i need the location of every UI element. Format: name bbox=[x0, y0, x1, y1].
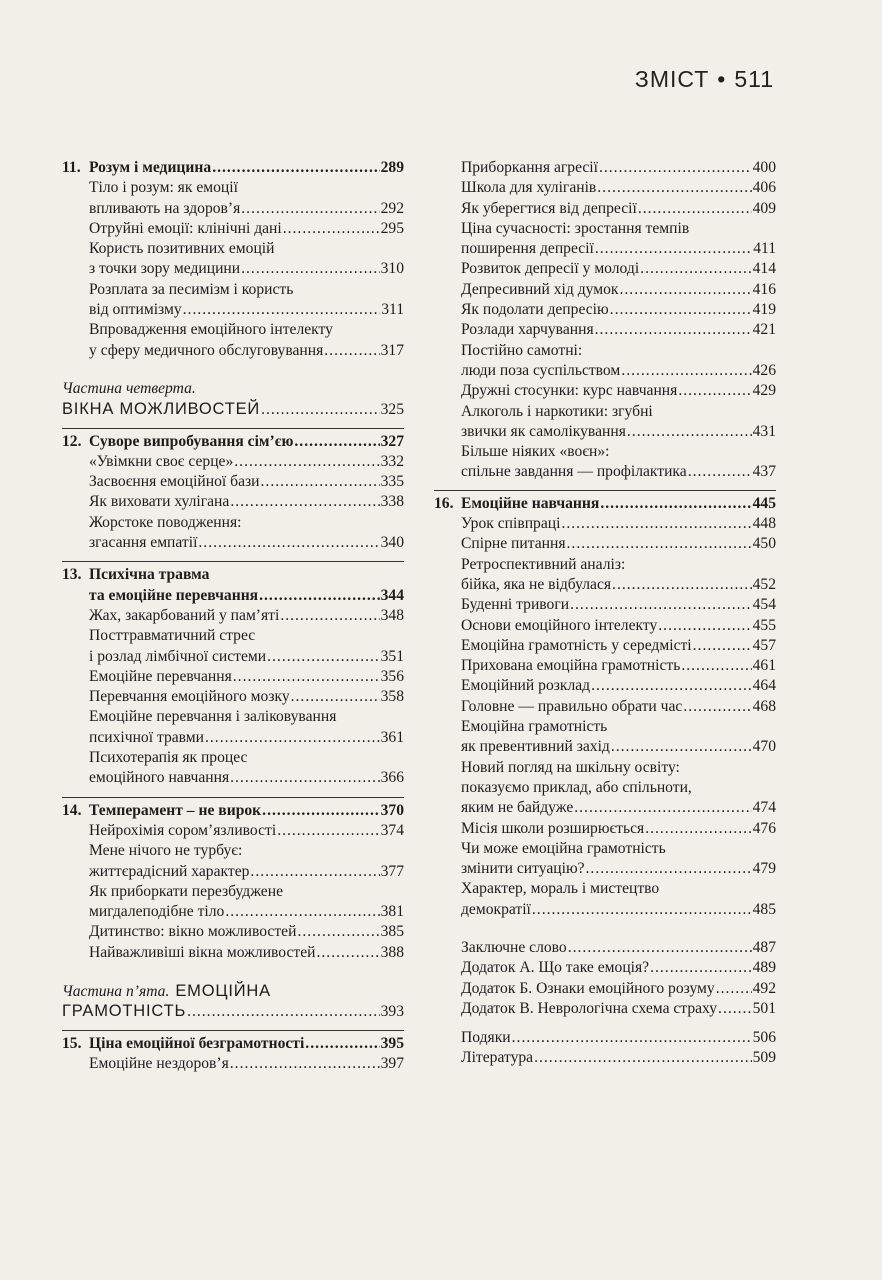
page-number: 348 bbox=[380, 606, 404, 624]
entry-title: Місія школи розширюється bbox=[461, 819, 645, 837]
entry-title: Спірне питання bbox=[461, 535, 566, 553]
dot-leader bbox=[233, 667, 380, 687]
toc-entry[interactable] bbox=[461, 422, 776, 442]
toc-entry[interactable] bbox=[461, 259, 776, 279]
page-number: 426 bbox=[752, 361, 776, 379]
dot-leader bbox=[638, 199, 752, 219]
page-number: 411 bbox=[753, 240, 776, 258]
entry-title: «Увімкни своє серце» bbox=[89, 452, 234, 470]
toc-entry[interactable] bbox=[62, 300, 404, 320]
dot-leader bbox=[600, 494, 751, 514]
page-number: 429 bbox=[752, 382, 776, 400]
toc-entry[interactable]: Посттравматичний стрес bbox=[89, 627, 256, 645]
chapter-number: 16. bbox=[434, 494, 454, 512]
page-number: 292 bbox=[380, 199, 404, 217]
entry-title: Додаток А. Що таке емоція? bbox=[461, 959, 650, 977]
dot-leader bbox=[683, 697, 751, 717]
dot-leader bbox=[291, 687, 380, 707]
entry-title: Буденні тривоги bbox=[461, 596, 570, 614]
toc-entry[interactable] bbox=[62, 341, 404, 361]
dot-leader bbox=[567, 534, 752, 554]
toc-entry[interactable] bbox=[461, 158, 776, 178]
page-number: 332 bbox=[380, 452, 404, 470]
chapter-number: 12. bbox=[62, 432, 82, 450]
page-number: 421 bbox=[752, 321, 776, 339]
entry-title: Приборкання агресії bbox=[461, 159, 598, 176]
entry-title: Урок співпраці bbox=[461, 515, 561, 533]
dot-leader bbox=[280, 606, 379, 626]
entry-title: Емоційна грамотність у середмісті bbox=[461, 636, 692, 654]
entry-title: Нейрохімія сором’язливості bbox=[89, 821, 277, 839]
toc-entry[interactable] bbox=[62, 667, 404, 687]
toc-entry[interactable] bbox=[461, 239, 776, 259]
toc-entry[interactable] bbox=[62, 902, 404, 922]
dot-leader bbox=[259, 586, 379, 606]
toc-entry-closing-word[interactable] bbox=[461, 938, 776, 958]
page-number: 358 bbox=[380, 688, 404, 706]
toc-entry[interactable]: Мене нічого не турбує: bbox=[89, 842, 243, 860]
chapter-title: Ціна емоційної безграмотності bbox=[89, 1034, 305, 1052]
page-number: 468 bbox=[752, 697, 776, 715]
page-number: 317 bbox=[380, 341, 404, 359]
entry-title: Як виховати хулігана bbox=[89, 493, 230, 511]
dot-leader bbox=[568, 938, 752, 958]
toc-entry[interactable] bbox=[461, 514, 776, 534]
dot-leader bbox=[574, 798, 751, 818]
page-number: 489 bbox=[752, 959, 776, 977]
toc-entry[interactable] bbox=[62, 922, 404, 942]
chapter-number: 14. bbox=[62, 801, 82, 819]
dot-leader bbox=[262, 801, 379, 821]
toc-chapter-12[interactable] bbox=[62, 432, 404, 452]
page-number: 492 bbox=[752, 979, 776, 997]
entry-title: Найважливіші вікна можливостей bbox=[89, 943, 316, 961]
entry-title: Розлади харчування bbox=[461, 321, 594, 339]
page-number: 374 bbox=[380, 821, 404, 839]
entry-title: у сферу медичного обслуговування bbox=[89, 341, 324, 359]
toc-entry[interactable] bbox=[461, 462, 776, 482]
page-number: 381 bbox=[380, 903, 404, 921]
toc-entry[interactable] bbox=[62, 862, 404, 882]
toc-entry[interactable] bbox=[461, 381, 776, 401]
page-number: 311 bbox=[381, 301, 404, 319]
toc-right-column bbox=[434, 158, 776, 1069]
page-number: 400 bbox=[752, 159, 776, 176]
toc-entry[interactable] bbox=[461, 575, 776, 595]
dot-leader bbox=[612, 575, 752, 595]
toc-entry[interactable] bbox=[62, 647, 404, 667]
toc-entry[interactable] bbox=[461, 595, 776, 615]
dot-leader bbox=[627, 422, 752, 442]
dot-leader bbox=[610, 300, 752, 320]
entry-title: поширення депресії bbox=[461, 240, 594, 258]
toc-entry[interactable] bbox=[62, 533, 404, 553]
page-number: 377 bbox=[380, 862, 404, 880]
page-number: 344 bbox=[380, 586, 404, 604]
entry-title: Емоційне перевчання bbox=[89, 667, 232, 685]
chapter-title: Психічна травма bbox=[89, 566, 210, 584]
page-number: 338 bbox=[380, 493, 404, 511]
dot-leader bbox=[599, 158, 752, 178]
entry-title: спільне завдання — профілактика bbox=[461, 463, 687, 481]
page-number: 414 bbox=[752, 260, 776, 278]
dot-leader bbox=[718, 999, 752, 1019]
toc-entry[interactable]: Постійно самотні: bbox=[461, 341, 583, 359]
dot-leader bbox=[230, 768, 379, 788]
entry-title: психічної травми bbox=[89, 728, 204, 746]
dot-leader bbox=[586, 859, 752, 879]
entry-title: з точки зору медицини bbox=[89, 260, 241, 278]
toc-entry[interactable] bbox=[461, 300, 776, 320]
dot-leader bbox=[261, 400, 380, 419]
dot-leader bbox=[277, 821, 379, 841]
chapter-title: Розум і медицина bbox=[89, 159, 212, 176]
toc-entry[interactable] bbox=[461, 534, 776, 554]
chapter-title: та емоційне перевчання bbox=[89, 586, 259, 604]
toc-entry[interactable]: Алкоголь і наркотики: згубні bbox=[461, 402, 653, 420]
dot-leader bbox=[595, 239, 752, 259]
chapter-title: Суворе випробування сім’єю bbox=[89, 432, 294, 450]
chapter-title: Емоційне навчання bbox=[461, 494, 600, 512]
entry-title: демократії bbox=[461, 900, 531, 918]
dot-leader bbox=[716, 979, 752, 999]
dot-leader bbox=[198, 533, 379, 553]
dot-leader bbox=[681, 656, 751, 676]
page-number: 351 bbox=[380, 647, 404, 665]
page-number: 395 bbox=[380, 1034, 404, 1052]
page-number: 295 bbox=[380, 219, 404, 237]
page-number: 461 bbox=[752, 657, 776, 675]
dot-leader bbox=[591, 676, 751, 696]
page-number: 388 bbox=[380, 943, 404, 961]
toc-entry-appendix-c[interactable] bbox=[461, 999, 776, 1019]
page-number: 419 bbox=[752, 301, 776, 319]
toc-part-5[interactable] bbox=[62, 1001, 404, 1021]
page-number: 501 bbox=[752, 999, 776, 1017]
toc-entry[interactable] bbox=[461, 676, 776, 696]
part-title: ГРАМОТНІСТЬ bbox=[62, 1002, 187, 1021]
toc-chapter-11[interactable] bbox=[62, 158, 404, 178]
entry-title: і розлад лімбічної системи bbox=[89, 647, 267, 665]
toc-entry[interactable] bbox=[62, 452, 404, 472]
part-title: ЕМОЦІЙНА bbox=[175, 981, 271, 1000]
chapter-title: Темперамент – не вирок bbox=[89, 801, 262, 819]
running-head-section: ЗМІСТ bbox=[634, 66, 710, 92]
dot-leader bbox=[183, 300, 381, 320]
dot-leader bbox=[297, 922, 379, 942]
toc-entry[interactable] bbox=[62, 943, 404, 963]
dot-leader bbox=[230, 492, 379, 512]
dot-leader bbox=[283, 219, 380, 239]
page-number: 454 bbox=[752, 596, 776, 614]
entry-title: Школа для хуліганів bbox=[461, 179, 597, 197]
toc-entry[interactable]: Психотерапія як процес bbox=[89, 749, 248, 767]
chapter-number: 11. bbox=[62, 159, 81, 176]
dot-leader bbox=[241, 199, 379, 219]
page-number: 509 bbox=[752, 1049, 776, 1067]
entry-title: емоційного навчання bbox=[89, 769, 230, 787]
page-number: 325 bbox=[380, 401, 404, 419]
dot-leader bbox=[650, 958, 752, 978]
page-number: 455 bbox=[752, 616, 776, 634]
toc-chapter-14[interactable] bbox=[62, 801, 404, 821]
entry-title: Література bbox=[461, 1049, 534, 1067]
dot-leader bbox=[561, 514, 751, 534]
page-number: 448 bbox=[752, 515, 776, 533]
toc-entry[interactable]: Розплата за песимізм і користь bbox=[89, 280, 294, 298]
dot-leader bbox=[570, 595, 752, 615]
toc-chapter-13[interactable] bbox=[62, 565, 404, 585]
dot-leader bbox=[595, 320, 752, 340]
toc-entry[interactable] bbox=[62, 821, 404, 841]
entry-title: Подяки bbox=[461, 1029, 511, 1047]
toc-entry[interactable]: Ретроспективний аналіз: bbox=[461, 555, 626, 573]
toc-entry[interactable] bbox=[62, 492, 404, 512]
page-number: 327 bbox=[380, 432, 404, 450]
toc-entry[interactable] bbox=[461, 697, 776, 717]
entry-title: Заключне слово bbox=[461, 938, 567, 956]
toc-entry[interactable] bbox=[62, 768, 404, 788]
entry-title: Жах, закарбований у пам’яті bbox=[89, 606, 280, 624]
toc-entry[interactable] bbox=[62, 606, 404, 626]
entry-title: яким не байдуже bbox=[461, 799, 574, 817]
dot-leader bbox=[324, 341, 379, 361]
entry-title: Основи емоційного інтелекту bbox=[461, 616, 658, 634]
dot-leader bbox=[621, 361, 751, 381]
dot-leader bbox=[611, 737, 752, 757]
page-number: 340 bbox=[380, 534, 404, 552]
entry-title: бійка, яка не відбулася bbox=[461, 575, 612, 593]
toc-left-column bbox=[62, 158, 404, 1074]
entry-title: Головне — правильно обрати час bbox=[461, 697, 683, 715]
entry-title: Емоційне нездоров’я bbox=[89, 1054, 229, 1072]
entry-title: Засвоєння емоційної бази bbox=[89, 473, 260, 491]
entry-title: Прихована емоційна грамотність bbox=[461, 657, 681, 675]
toc-entry[interactable] bbox=[461, 819, 776, 839]
toc-entry[interactable] bbox=[461, 737, 776, 757]
page-number: 470 bbox=[752, 738, 776, 756]
entry-title: Отруйні емоції: клінічні дані bbox=[89, 219, 282, 237]
dot-leader bbox=[597, 178, 751, 198]
dot-leader bbox=[241, 259, 379, 279]
entry-title: Додаток В. Неврологічна схема страху bbox=[461, 999, 718, 1017]
toc-entry[interactable] bbox=[461, 361, 776, 381]
page-number: 289 bbox=[380, 159, 404, 176]
page-number: 487 bbox=[752, 938, 776, 956]
toc-entry[interactable]: Характер, мораль і мистецтво bbox=[461, 880, 660, 898]
entry-title: Дружні стосунки: курс навчання bbox=[461, 382, 678, 400]
page-number: 409 bbox=[752, 199, 776, 217]
page-number: 385 bbox=[380, 923, 404, 941]
dot-leader bbox=[205, 728, 380, 748]
page-number: 416 bbox=[752, 280, 776, 298]
page-number: 457 bbox=[752, 636, 776, 654]
dot-leader bbox=[532, 900, 752, 920]
page-number: 431 bbox=[752, 422, 776, 440]
toc-entry[interactable]: Більше ніяких «воєн»: bbox=[461, 443, 610, 461]
toc-entry[interactable] bbox=[461, 900, 776, 920]
page-number: 397 bbox=[380, 1054, 404, 1072]
page-number: 445 bbox=[752, 494, 776, 512]
dot-leader bbox=[225, 902, 379, 922]
dot-leader bbox=[620, 280, 752, 300]
entry-title: Додаток Б. Ознаки емоційного розуму bbox=[461, 979, 715, 997]
page-number: 450 bbox=[752, 535, 776, 553]
toc-entry[interactable]: Емоційне перевчання і заліковування bbox=[89, 708, 337, 726]
dot-leader bbox=[234, 452, 379, 472]
toc-entry-literature[interactable] bbox=[461, 1048, 776, 1068]
toc-entry[interactable] bbox=[62, 728, 404, 748]
entry-title: від оптимізму bbox=[89, 301, 182, 319]
page-number: 479 bbox=[752, 860, 776, 878]
entry-title: згасання емпатії bbox=[89, 534, 198, 552]
dot-leader bbox=[688, 462, 752, 482]
entry-title: Емоційний розклад bbox=[461, 677, 591, 695]
dot-leader bbox=[317, 943, 380, 963]
toc-entry[interactable] bbox=[461, 859, 776, 879]
entry-title: як превентивний захід bbox=[461, 738, 610, 756]
toc-entry[interactable]: Як приборкати перезбуджене bbox=[89, 882, 283, 900]
entry-title: Перевчання емоційного мозку bbox=[89, 688, 290, 706]
page-number: 370 bbox=[380, 801, 404, 819]
dot-leader bbox=[658, 616, 751, 636]
running-head-separator: • bbox=[717, 66, 727, 92]
toc-entry[interactable]: показуємо приклад, або спільноти, bbox=[461, 778, 692, 796]
entry-title: звички як самолікування bbox=[461, 422, 626, 440]
chapter-number: 15. bbox=[62, 1034, 82, 1052]
toc-entry-acknowledgements[interactable] bbox=[461, 1028, 776, 1048]
toc-entry[interactable] bbox=[461, 636, 776, 656]
toc-entry[interactable]: Впровадження емоційного інтелекту bbox=[89, 321, 333, 339]
page-number: 356 bbox=[380, 667, 404, 685]
dot-leader bbox=[645, 819, 751, 839]
dot-leader bbox=[250, 862, 379, 882]
toc-entry[interactable]: Жорстоке поводження: bbox=[89, 513, 242, 531]
toc-part-5-label[interactable] bbox=[62, 981, 404, 1001]
toc-entry[interactable] bbox=[62, 259, 404, 279]
chapter-number: 13. bbox=[62, 566, 82, 584]
toc-entry[interactable] bbox=[62, 199, 404, 219]
running-head bbox=[635, 66, 774, 93]
dot-leader bbox=[294, 432, 379, 452]
page-number: 361 bbox=[380, 728, 404, 746]
page-number: 464 bbox=[752, 677, 776, 695]
dot-leader bbox=[212, 158, 379, 178]
toc-entry[interactable] bbox=[461, 798, 776, 818]
entry-title: змінити ситуацію? bbox=[461, 860, 585, 878]
page-number: 476 bbox=[752, 819, 776, 837]
entry-title: мигдалеподібне тіло bbox=[89, 903, 225, 921]
dot-leader bbox=[693, 636, 752, 656]
page-number: 406 bbox=[752, 179, 776, 197]
toc-chapter-13-cont[interactable] bbox=[62, 586, 404, 606]
toc-entry[interactable] bbox=[62, 472, 404, 492]
page-number: 393 bbox=[380, 1003, 404, 1021]
part-title: ВІКНА МОЖЛИВОСТЕЙ bbox=[62, 400, 261, 419]
toc-entry[interactable]: Емоційна грамотність bbox=[461, 718, 608, 736]
dot-leader bbox=[534, 1048, 752, 1068]
toc-entry[interactable]: Ціна сучасності: зростання темпів bbox=[461, 219, 690, 237]
page-number: 310 bbox=[380, 260, 404, 278]
toc-entry-appendix-b[interactable] bbox=[461, 979, 776, 999]
dot-leader bbox=[678, 381, 751, 401]
dot-leader bbox=[305, 1034, 379, 1054]
page-number: 485 bbox=[752, 900, 776, 918]
toc-entry[interactable] bbox=[461, 199, 776, 219]
toc-entry[interactable] bbox=[62, 687, 404, 707]
toc-entry[interactable] bbox=[62, 1054, 404, 1074]
dot-leader bbox=[261, 472, 380, 492]
dot-leader bbox=[230, 1054, 380, 1074]
entry-title: Як уберегтися від депресії bbox=[461, 199, 637, 217]
toc-chapter-15[interactable] bbox=[62, 1034, 404, 1054]
dot-leader bbox=[187, 1002, 380, 1021]
entry-title: життєрадісний характер bbox=[89, 862, 250, 880]
page-number: 452 bbox=[752, 575, 776, 593]
toc-entry[interactable]: Чи може емоційна грамотність bbox=[461, 839, 666, 857]
toc-entry[interactable] bbox=[461, 320, 776, 340]
toc-entry[interactable] bbox=[461, 616, 776, 636]
toc-entry[interactable]: Новий погляд на шкільну освіту: bbox=[461, 758, 680, 776]
toc-entry-appendix-a[interactable] bbox=[461, 958, 776, 978]
page-number: 335 bbox=[380, 473, 404, 491]
toc-entry[interactable] bbox=[62, 219, 404, 239]
entry-title: впливають на здоров’я bbox=[89, 199, 241, 217]
toc-chapter-16[interactable] bbox=[434, 494, 776, 514]
toc-entry[interactable]: Тіло і розум: як емоції bbox=[89, 179, 238, 197]
toc-entry[interactable] bbox=[461, 656, 776, 676]
part-label: Частина п’ята. bbox=[62, 982, 170, 1000]
entry-title: Розвиток депресії у молоді bbox=[461, 260, 640, 278]
part-label: Частина четверта. bbox=[62, 379, 196, 397]
running-head-page-number: 511 bbox=[734, 66, 774, 92]
entry-title: люди поза суспільством bbox=[461, 361, 621, 379]
page-number: 437 bbox=[752, 463, 776, 481]
dot-leader bbox=[640, 259, 751, 279]
dot-leader bbox=[512, 1028, 752, 1048]
page-number: 366 bbox=[380, 769, 404, 787]
entry-title: Як подолати депресію bbox=[461, 301, 609, 319]
entry-title: Дитинство: вікно можливостей bbox=[89, 923, 297, 941]
entry-title: Депресивний хід думок bbox=[461, 280, 619, 298]
dot-leader bbox=[267, 647, 379, 667]
page-number: 506 bbox=[752, 1029, 776, 1047]
page-number: 474 bbox=[752, 799, 776, 817]
toc-entry[interactable] bbox=[461, 280, 776, 300]
toc-part-4[interactable] bbox=[62, 399, 404, 419]
toc-entry[interactable]: Користь позитивних емоцій bbox=[89, 240, 275, 258]
toc-entry[interactable] bbox=[461, 178, 776, 198]
